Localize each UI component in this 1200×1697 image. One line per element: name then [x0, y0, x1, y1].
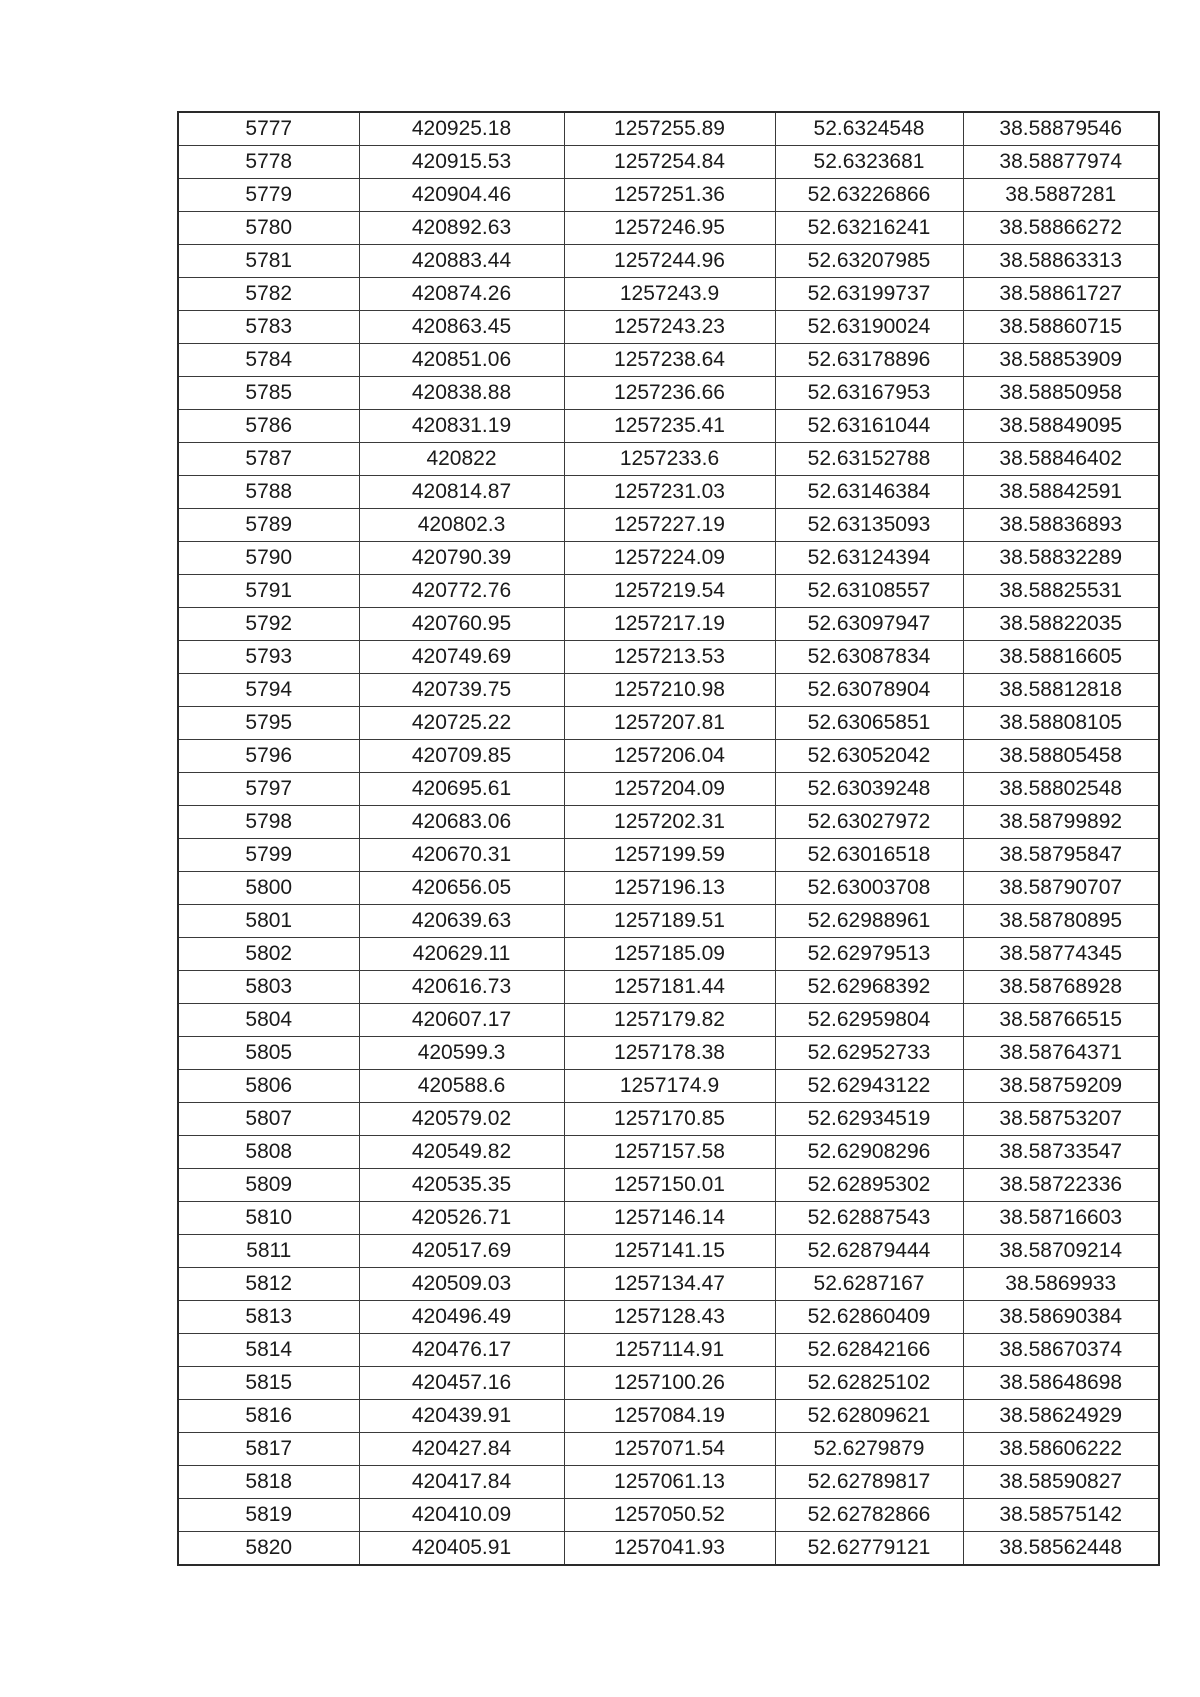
- latitude-cell: 52.63207985: [775, 245, 963, 278]
- y-coordinate-cell: 1257185.09: [564, 938, 775, 971]
- latitude-cell: 52.63065851: [775, 707, 963, 740]
- longitude-cell: 38.58722336: [963, 1169, 1159, 1202]
- longitude-cell: 38.58802548: [963, 773, 1159, 806]
- longitude-cell: 38.58805458: [963, 740, 1159, 773]
- y-coordinate-cell: 1257227.19: [564, 509, 775, 542]
- point-number-cell: 5796: [178, 740, 359, 773]
- point-number-cell: 5797: [178, 773, 359, 806]
- latitude-cell: 52.62895302: [775, 1169, 963, 1202]
- longitude-cell: 38.58853909: [963, 344, 1159, 377]
- y-coordinate-cell: 1257174.9: [564, 1070, 775, 1103]
- point-number-cell: 5795: [178, 707, 359, 740]
- x-coordinate-cell: 420739.75: [359, 674, 564, 707]
- y-coordinate-cell: 1257141.15: [564, 1235, 775, 1268]
- latitude-cell: 52.6279879: [775, 1433, 963, 1466]
- coordinates-table: [177, 111, 1160, 1566]
- longitude-cell: 38.58716603: [963, 1202, 1159, 1235]
- longitude-cell: 38.58774345: [963, 938, 1159, 971]
- longitude-cell: 38.58812818: [963, 674, 1159, 707]
- point-number-cell: 5810: [178, 1202, 359, 1235]
- point-number-cell: 5790: [178, 542, 359, 575]
- x-coordinate-cell: 420670.31: [359, 839, 564, 872]
- x-coordinate-cell: 420405.91: [359, 1532, 564, 1566]
- y-coordinate-cell: 1257244.96: [564, 245, 775, 278]
- x-coordinate-cell: 420749.69: [359, 641, 564, 674]
- table-row: [178, 377, 1159, 410]
- table-row: [178, 773, 1159, 806]
- y-coordinate-cell: 1257233.6: [564, 443, 775, 476]
- point-number-cell: 5815: [178, 1367, 359, 1400]
- latitude-cell: 52.62988961: [775, 905, 963, 938]
- latitude-cell: 52.62968392: [775, 971, 963, 1004]
- longitude-cell: 38.58759209: [963, 1070, 1159, 1103]
- latitude-cell: 52.6323681: [775, 146, 963, 179]
- table-row: [178, 740, 1159, 773]
- latitude-cell: 52.63124394: [775, 542, 963, 575]
- longitude-cell: 38.58753207: [963, 1103, 1159, 1136]
- point-number-cell: 5803: [178, 971, 359, 1004]
- table-row: [178, 1004, 1159, 1037]
- table-row: [178, 344, 1159, 377]
- y-coordinate-cell: 1257189.51: [564, 905, 775, 938]
- x-coordinate-cell: 420439.91: [359, 1400, 564, 1433]
- x-coordinate-cell: 420457.16: [359, 1367, 564, 1400]
- longitude-cell: 38.58780895: [963, 905, 1159, 938]
- longitude-cell: 38.58808105: [963, 707, 1159, 740]
- point-number-cell: 5807: [178, 1103, 359, 1136]
- table-row: [178, 146, 1159, 179]
- longitude-cell: 38.58562448: [963, 1532, 1159, 1566]
- longitude-cell: 38.58709214: [963, 1235, 1159, 1268]
- y-coordinate-cell: 1257207.81: [564, 707, 775, 740]
- y-coordinate-cell: 1257146.14: [564, 1202, 775, 1235]
- x-coordinate-cell: 420772.76: [359, 575, 564, 608]
- y-coordinate-cell: 1257219.54: [564, 575, 775, 608]
- longitude-cell: 38.58850958: [963, 377, 1159, 410]
- table-row: [178, 1532, 1159, 1566]
- y-coordinate-cell: 1257213.53: [564, 641, 775, 674]
- table-row: [178, 872, 1159, 905]
- y-coordinate-cell: 1257217.19: [564, 608, 775, 641]
- table-row: [178, 1136, 1159, 1169]
- y-coordinate-cell: 1257114.91: [564, 1334, 775, 1367]
- latitude-cell: 52.63190024: [775, 311, 963, 344]
- y-coordinate-cell: 1257150.01: [564, 1169, 775, 1202]
- latitude-cell: 52.62943122: [775, 1070, 963, 1103]
- latitude-cell: 52.63216241: [775, 212, 963, 245]
- point-number-cell: 5806: [178, 1070, 359, 1103]
- x-coordinate-cell: 420616.73: [359, 971, 564, 1004]
- y-coordinate-cell: 1257196.13: [564, 872, 775, 905]
- latitude-cell: 52.63003708: [775, 872, 963, 905]
- longitude-cell: 38.58606222: [963, 1433, 1159, 1466]
- y-coordinate-cell: 1257254.84: [564, 146, 775, 179]
- latitude-cell: 52.62952733: [775, 1037, 963, 1070]
- latitude-cell: 52.63052042: [775, 740, 963, 773]
- x-coordinate-cell: 420639.63: [359, 905, 564, 938]
- x-coordinate-cell: 420588.6: [359, 1070, 564, 1103]
- x-coordinate-cell: 420925.18: [359, 112, 564, 146]
- longitude-cell: 38.58624929: [963, 1400, 1159, 1433]
- table-row: [178, 575, 1159, 608]
- longitude-cell: 38.5869933: [963, 1268, 1159, 1301]
- latitude-cell: 52.63078904: [775, 674, 963, 707]
- point-number-cell: 5782: [178, 278, 359, 311]
- y-coordinate-cell: 1257202.31: [564, 806, 775, 839]
- x-coordinate-cell: 420549.82: [359, 1136, 564, 1169]
- y-coordinate-cell: 1257224.09: [564, 542, 775, 575]
- x-coordinate-cell: 420417.84: [359, 1466, 564, 1499]
- table-row: [178, 245, 1159, 278]
- point-number-cell: 5792: [178, 608, 359, 641]
- longitude-cell: 38.58795847: [963, 839, 1159, 872]
- latitude-cell: 52.6324548: [775, 112, 963, 146]
- table-row: [178, 212, 1159, 245]
- latitude-cell: 52.63027972: [775, 806, 963, 839]
- point-number-cell: 5802: [178, 938, 359, 971]
- latitude-cell: 52.62779121: [775, 1532, 963, 1566]
- point-number-cell: 5784: [178, 344, 359, 377]
- latitude-cell: 52.62879444: [775, 1235, 963, 1268]
- longitude-cell: 38.58764371: [963, 1037, 1159, 1070]
- table-row: [178, 509, 1159, 542]
- table-row: [178, 1301, 1159, 1334]
- point-number-cell: 5818: [178, 1466, 359, 1499]
- x-coordinate-cell: 420851.06: [359, 344, 564, 377]
- y-coordinate-cell: 1257071.54: [564, 1433, 775, 1466]
- latitude-cell: 52.63199737: [775, 278, 963, 311]
- latitude-cell: 52.62959804: [775, 1004, 963, 1037]
- x-coordinate-cell: 420509.03: [359, 1268, 564, 1301]
- x-coordinate-cell: 420838.88: [359, 377, 564, 410]
- table-row: [178, 1400, 1159, 1433]
- x-coordinate-cell: 420496.49: [359, 1301, 564, 1334]
- point-number-cell: 5800: [178, 872, 359, 905]
- point-number-cell: 5820: [178, 1532, 359, 1566]
- y-coordinate-cell: 1257084.19: [564, 1400, 775, 1433]
- table-row: [178, 1334, 1159, 1367]
- y-coordinate-cell: 1257204.09: [564, 773, 775, 806]
- table-row: [178, 1070, 1159, 1103]
- point-number-cell: 5793: [178, 641, 359, 674]
- x-coordinate-cell: 420814.87: [359, 476, 564, 509]
- coordinates-sheet: [177, 111, 1158, 1566]
- y-coordinate-cell: 1257246.95: [564, 212, 775, 245]
- longitude-cell: 38.58768928: [963, 971, 1159, 1004]
- point-number-cell: 5817: [178, 1433, 359, 1466]
- point-number-cell: 5813: [178, 1301, 359, 1334]
- latitude-cell: 52.62979513: [775, 938, 963, 971]
- table-row: [178, 410, 1159, 443]
- y-coordinate-cell: 1257199.59: [564, 839, 775, 872]
- latitude-cell: 52.63087834: [775, 641, 963, 674]
- latitude-cell: 52.63135093: [775, 509, 963, 542]
- x-coordinate-cell: 420725.22: [359, 707, 564, 740]
- table-row: [178, 112, 1159, 146]
- y-coordinate-cell: 1257179.82: [564, 1004, 775, 1037]
- latitude-cell: 52.62860409: [775, 1301, 963, 1334]
- x-coordinate-cell: 420410.09: [359, 1499, 564, 1532]
- x-coordinate-cell: 420863.45: [359, 311, 564, 344]
- latitude-cell: 52.63178896: [775, 344, 963, 377]
- point-number-cell: 5799: [178, 839, 359, 872]
- latitude-cell: 52.6287167: [775, 1268, 963, 1301]
- point-number-cell: 5809: [178, 1169, 359, 1202]
- y-coordinate-cell: 1257100.26: [564, 1367, 775, 1400]
- table-row: [178, 1037, 1159, 1070]
- x-coordinate-cell: 420709.85: [359, 740, 564, 773]
- x-coordinate-cell: 420517.69: [359, 1235, 564, 1268]
- point-number-cell: 5781: [178, 245, 359, 278]
- table-row: [178, 674, 1159, 707]
- point-number-cell: 5805: [178, 1037, 359, 1070]
- point-number-cell: 5780: [178, 212, 359, 245]
- x-coordinate-cell: 420760.95: [359, 608, 564, 641]
- longitude-cell: 38.58861727: [963, 278, 1159, 311]
- latitude-cell: 52.62908296: [775, 1136, 963, 1169]
- y-coordinate-cell: 1257206.04: [564, 740, 775, 773]
- y-coordinate-cell: 1257243.23: [564, 311, 775, 344]
- point-number-cell: 5798: [178, 806, 359, 839]
- y-coordinate-cell: 1257157.58: [564, 1136, 775, 1169]
- y-coordinate-cell: 1257236.66: [564, 377, 775, 410]
- table-row: [178, 905, 1159, 938]
- point-number-cell: 5804: [178, 1004, 359, 1037]
- latitude-cell: 52.62782866: [775, 1499, 963, 1532]
- table-row: [178, 542, 1159, 575]
- table-row: [178, 1268, 1159, 1301]
- x-coordinate-cell: 420656.05: [359, 872, 564, 905]
- longitude-cell: 38.58836893: [963, 509, 1159, 542]
- y-coordinate-cell: 1257243.9: [564, 278, 775, 311]
- longitude-cell: 38.58866272: [963, 212, 1159, 245]
- longitude-cell: 38.58863313: [963, 245, 1159, 278]
- table-row: [178, 476, 1159, 509]
- x-coordinate-cell: 420831.19: [359, 410, 564, 443]
- table-row: [178, 278, 1159, 311]
- x-coordinate-cell: 420427.84: [359, 1433, 564, 1466]
- longitude-cell: 38.58590827: [963, 1466, 1159, 1499]
- table-row: [178, 311, 1159, 344]
- longitude-cell: 38.58816605: [963, 641, 1159, 674]
- longitude-cell: 38.58690384: [963, 1301, 1159, 1334]
- x-coordinate-cell: 420883.44: [359, 245, 564, 278]
- point-number-cell: 5783: [178, 311, 359, 344]
- point-number-cell: 5812: [178, 1268, 359, 1301]
- longitude-cell: 38.58849095: [963, 410, 1159, 443]
- point-number-cell: 5785: [178, 377, 359, 410]
- table-row: [178, 641, 1159, 674]
- longitude-cell: 38.58799892: [963, 806, 1159, 839]
- table-row: [178, 1466, 1159, 1499]
- x-coordinate-cell: 420892.63: [359, 212, 564, 245]
- point-number-cell: 5819: [178, 1499, 359, 1532]
- latitude-cell: 52.63016518: [775, 839, 963, 872]
- longitude-cell: 38.58825531: [963, 575, 1159, 608]
- y-coordinate-cell: 1257235.41: [564, 410, 775, 443]
- longitude-cell: 38.58575142: [963, 1499, 1159, 1532]
- point-number-cell: 5816: [178, 1400, 359, 1433]
- x-coordinate-cell: 420476.17: [359, 1334, 564, 1367]
- table-row: [178, 608, 1159, 641]
- point-number-cell: 5777: [178, 112, 359, 146]
- latitude-cell: 52.63161044: [775, 410, 963, 443]
- latitude-cell: 52.62887543: [775, 1202, 963, 1235]
- x-coordinate-cell: 420526.71: [359, 1202, 564, 1235]
- longitude-cell: 38.58846402: [963, 443, 1159, 476]
- latitude-cell: 52.62825102: [775, 1367, 963, 1400]
- y-coordinate-cell: 1257050.52: [564, 1499, 775, 1532]
- y-coordinate-cell: 1257134.47: [564, 1268, 775, 1301]
- table-row: [178, 938, 1159, 971]
- table-row: [178, 1235, 1159, 1268]
- longitude-cell: 38.58832289: [963, 542, 1159, 575]
- table-row: [178, 707, 1159, 740]
- latitude-cell: 52.63108557: [775, 575, 963, 608]
- table-row: [178, 839, 1159, 872]
- y-coordinate-cell: 1257251.36: [564, 179, 775, 212]
- y-coordinate-cell: 1257255.89: [564, 112, 775, 146]
- point-number-cell: 5794: [178, 674, 359, 707]
- x-coordinate-cell: 420683.06: [359, 806, 564, 839]
- coordinates-table-body: [178, 112, 1159, 1565]
- longitude-cell: 38.58790707: [963, 872, 1159, 905]
- point-number-cell: 5801: [178, 905, 359, 938]
- longitude-cell: 38.58648698: [963, 1367, 1159, 1400]
- table-row: [178, 971, 1159, 1004]
- longitude-cell: 38.58733547: [963, 1136, 1159, 1169]
- latitude-cell: 52.63226866: [775, 179, 963, 212]
- y-coordinate-cell: 1257181.44: [564, 971, 775, 1004]
- x-coordinate-cell: 420822: [359, 443, 564, 476]
- latitude-cell: 52.63039248: [775, 773, 963, 806]
- y-coordinate-cell: 1257210.98: [564, 674, 775, 707]
- y-coordinate-cell: 1257170.85: [564, 1103, 775, 1136]
- x-coordinate-cell: 420695.61: [359, 773, 564, 806]
- longitude-cell: 38.58879546: [963, 112, 1159, 146]
- latitude-cell: 52.63167953: [775, 377, 963, 410]
- latitude-cell: 52.62842166: [775, 1334, 963, 1367]
- y-coordinate-cell: 1257238.64: [564, 344, 775, 377]
- x-coordinate-cell: 420790.39: [359, 542, 564, 575]
- table-row: [178, 1433, 1159, 1466]
- longitude-cell: 38.58877974: [963, 146, 1159, 179]
- longitude-cell: 38.58842591: [963, 476, 1159, 509]
- y-coordinate-cell: 1257061.13: [564, 1466, 775, 1499]
- longitude-cell: 38.58670374: [963, 1334, 1159, 1367]
- latitude-cell: 52.62934519: [775, 1103, 963, 1136]
- x-coordinate-cell: 420802.3: [359, 509, 564, 542]
- latitude-cell: 52.62809621: [775, 1400, 963, 1433]
- y-coordinate-cell: 1257128.43: [564, 1301, 775, 1334]
- table-row: [178, 1103, 1159, 1136]
- point-number-cell: 5811: [178, 1235, 359, 1268]
- table-row: [178, 1202, 1159, 1235]
- x-coordinate-cell: 420904.46: [359, 179, 564, 212]
- point-number-cell: 5779: [178, 179, 359, 212]
- table-row: [178, 1499, 1159, 1532]
- x-coordinate-cell: 420874.26: [359, 278, 564, 311]
- point-number-cell: 5814: [178, 1334, 359, 1367]
- y-coordinate-cell: 1257178.38: [564, 1037, 775, 1070]
- point-number-cell: 5786: [178, 410, 359, 443]
- latitude-cell: 52.63097947: [775, 608, 963, 641]
- point-number-cell: 5808: [178, 1136, 359, 1169]
- x-coordinate-cell: 420915.53: [359, 146, 564, 179]
- longitude-cell: 38.58822035: [963, 608, 1159, 641]
- x-coordinate-cell: 420535.35: [359, 1169, 564, 1202]
- y-coordinate-cell: 1257041.93: [564, 1532, 775, 1566]
- table-row: [178, 443, 1159, 476]
- point-number-cell: 5787: [178, 443, 359, 476]
- table-row: [178, 1367, 1159, 1400]
- y-coordinate-cell: 1257231.03: [564, 476, 775, 509]
- x-coordinate-cell: 420579.02: [359, 1103, 564, 1136]
- longitude-cell: 38.58766515: [963, 1004, 1159, 1037]
- table-row: [178, 1169, 1159, 1202]
- x-coordinate-cell: 420599.3: [359, 1037, 564, 1070]
- point-number-cell: 5788: [178, 476, 359, 509]
- point-number-cell: 5789: [178, 509, 359, 542]
- table-row: [178, 179, 1159, 212]
- latitude-cell: 52.63146384: [775, 476, 963, 509]
- x-coordinate-cell: 420607.17: [359, 1004, 564, 1037]
- x-coordinate-cell: 420629.11: [359, 938, 564, 971]
- table-row: [178, 806, 1159, 839]
- longitude-cell: 38.5887281: [963, 179, 1159, 212]
- point-number-cell: 5778: [178, 146, 359, 179]
- point-number-cell: 5791: [178, 575, 359, 608]
- latitude-cell: 52.62789817: [775, 1466, 963, 1499]
- longitude-cell: 38.58860715: [963, 311, 1159, 344]
- latitude-cell: 52.63152788: [775, 443, 963, 476]
